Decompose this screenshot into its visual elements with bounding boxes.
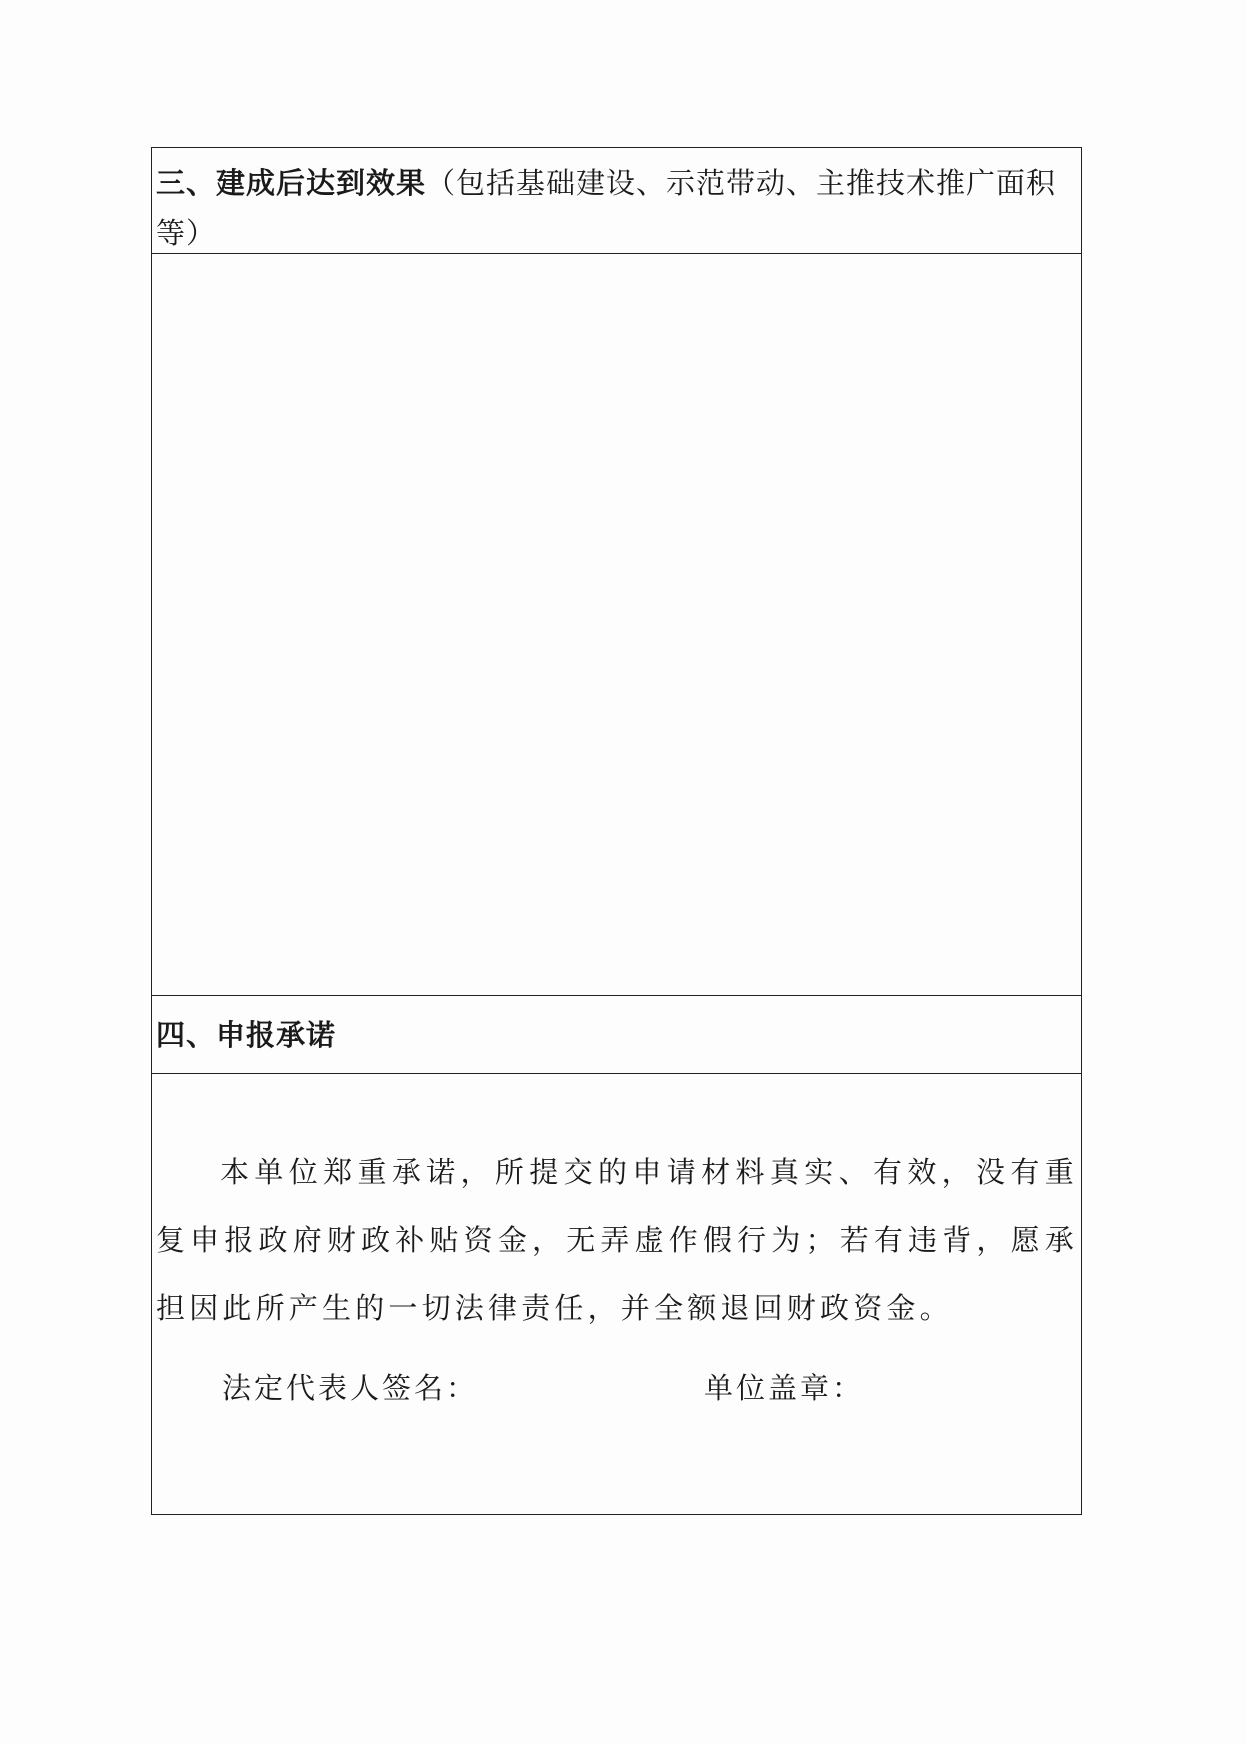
section-4-title: 四、申报承诺: [156, 1018, 337, 1052]
pledge-paragraph: 本单位郑重承诺，所提交的申请材料真实、有效，没有重复申报政府财政补贴资金，无弄虚作假行为；若有违背，愿承担因此所产生的一切法律责任，并全额退回财政资金。: [156, 1155, 1078, 1325]
section-3-header-row: [152, 148, 1081, 254]
application-form-table: [151, 147, 1082, 1515]
section-4-header-row: [152, 996, 1081, 1074]
unit-seal-label: 单位盖章：: [704, 1371, 865, 1405]
section-4-heading: [156, 1010, 1076, 1060]
section-3-content-area[interactable]: [152, 254, 1081, 996]
section-3-title-note: （包括基础建设、示范带动、主推技术推广面积等）: [156, 166, 1057, 250]
section-3-heading: [156, 158, 1076, 258]
legal-representative-signature-label: 法定代表人签名：: [222, 1371, 479, 1405]
section-4-content-area: [152, 1074, 1081, 1514]
section-3-title: 三、建成后达到效果: [156, 166, 427, 200]
